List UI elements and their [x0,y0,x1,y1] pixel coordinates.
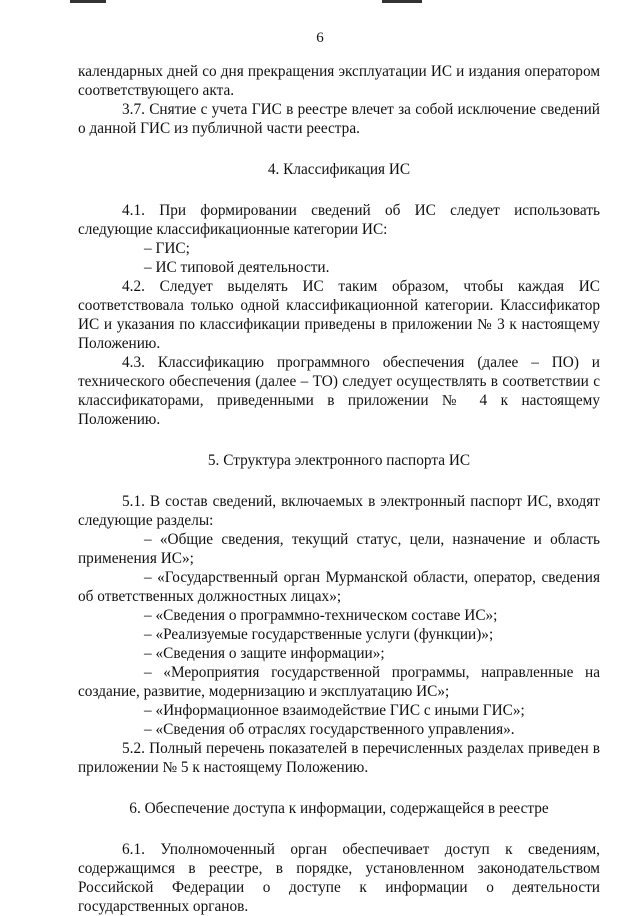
section-heading: 4. Классификация ИС [267,161,411,178]
list-item: – «Мероприятия государственной программы, направленные на создание, развитие, модернизацию и эксплуатацию ИС»; [78,664,600,700]
list-item: – «Сведения о защите информации»; [144,645,385,662]
page-number: 6 [316,30,324,46]
list-item: – ИС типовой деятельности. [144,259,330,276]
list-item: – «Общие сведения, текущий статус, цели, назначение и область применения ИС»; [78,531,600,567]
document-body [78,62,600,916]
paragraph: 5.2. Полный перечень показателей в перечисленных разделах приведен в приложении № 5 к настоящему Положению. [78,740,600,776]
list-item: – «Реализуемые государственные услуги (функции)»; [144,626,494,643]
section-heading: 5. Структура электронного паспорта ИС [207,452,471,469]
paragraph: 5.1. В состав сведений, включаемых в электронный паспорт ИС, входят следующие разделы: [78,493,600,529]
list-item: – «Информационное взаимодействие ГИС с иными ГИС»; [144,702,525,719]
scan-mark-left [70,0,106,3]
paragraph: 4.3. Классификацию программного обеспечения (далее – ПО) и технического обеспечения (далее – ТО) следует осуществлять в соответствии с классификаторами, приведенными в приложении № 4 к настоящему Положению. [78,354,600,428]
paragraph: 4.1. При формировании сведений об ИС следует использовать следующие классификационные категории ИС: [78,202,600,238]
list-item: – «Государственный орган Мурманской области, оператор, сведения об ответственных должностных лицах»; [78,569,600,605]
paragraph: 6.1. Уполномоченный орган обеспечивает доступ к сведениям, содержащимся в реестре, в порядке, установленном законодательством Российской Федерации о доступе к информации о деятельности государственных органов. [78,841,600,915]
list-item: – ГИС; [144,240,190,257]
paragraph: 3.7. Снятие с учета ГИС в реестре влечет за собой исключение сведений о данной ГИС из публичной части реестра. [78,101,600,137]
paragraph: 4.2. Следует выделять ИС таким образом, чтобы каждая ИС соответствовала только одной классификационной категории. Классификатор ИС и указания по классификации приведены в приложении № 3 к настоящему Положению. [78,278,600,352]
paragraph: календарных дней со дня прекращения эксплуатации ИС и издания оператором соответствующего акта. [78,63,600,99]
list-item: – «Сведения о программно-техническом составе ИС»; [144,607,498,624]
scan-mark-right [382,0,422,3]
section-heading: 6. Обеспечение доступа к информации, содержащейся в реестре [129,800,549,817]
list-item: – «Сведения об отраслях государственного управления». [144,721,515,738]
